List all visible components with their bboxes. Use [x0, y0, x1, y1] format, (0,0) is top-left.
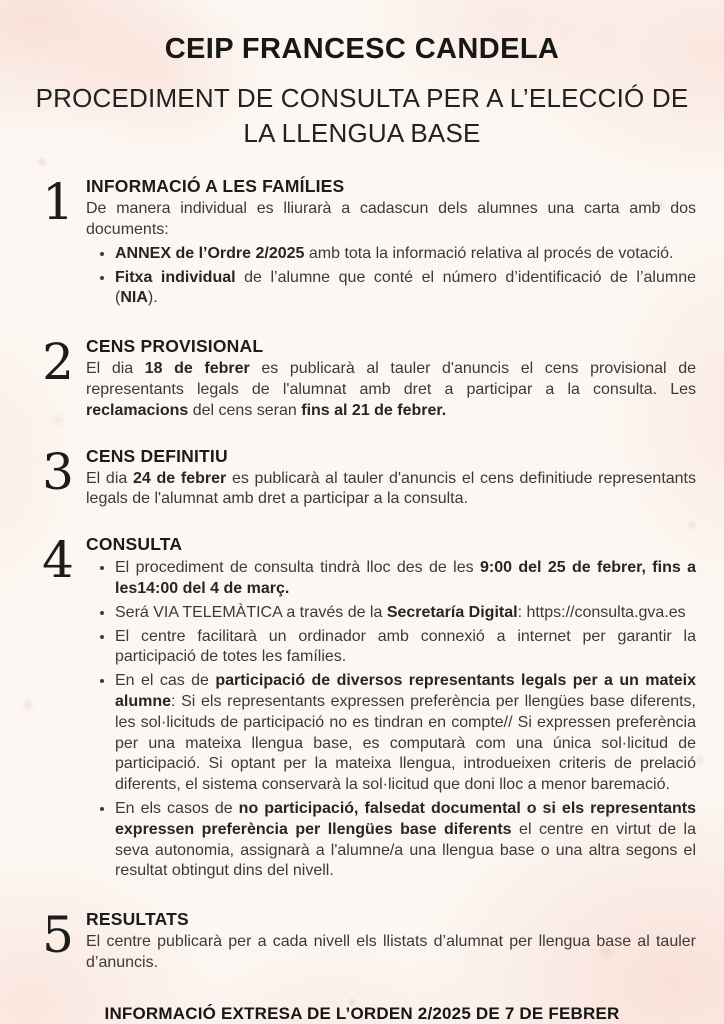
section-content — [86, 446, 696, 511]
section-informacio-families — [30, 173, 696, 312]
section-number: 5 — [42, 906, 74, 965]
page-title: CEIP FRANCESC CANDELA — [164, 33, 560, 65]
section-paragraph: El dia 24 de febrer es publicarà al tauler d'anuncis el cens definitiude representants legals de l'alumnat amb dret a participar a la consulta. — [86, 469, 697, 508]
bullet-item: • El procediment de consulta tindrà lloc des de les 9:00 del 25 de febrer, fins a les14:00 del 4 de març. — [115, 558, 696, 600]
section-number: 2 — [42, 333, 74, 392]
bullet-item: • En els casos de no participació, falsedat documental o si els representants expressen preferència per llengües base diferents el centre en virtut de la seva autonomia, assignarà a l'alumne/a una llengua base o una altra segons el resultat obtingut dins del nivell. — [115, 799, 696, 882]
bullet-list — [86, 244, 696, 309]
section-cens-definitiu — [30, 442, 697, 511]
bullet-item: • Fitxa individual de l’alumne que conté el número d’identificació de l’alumne (NIA). — [115, 268, 696, 310]
section-heading: CENS PROVISIONAL — [86, 336, 264, 357]
bullet-item: • En el cas de participació de diversos representants legals per a un mateix alumne: Si els representants expressen preferència per llengües base diferents, les sol·licituds de participació no es tindran en compte// Si expressen preferència per una mateixa llengua base, es computarà com una única sol·licitud de participació. Si optant per la mateixa llengua, introdueixen criteris de prelació diferents, el sistema conservarà la sol·licitud que doni lloc a menor baremació. — [115, 671, 696, 796]
section-heading: CENS DEFINITIU — [86, 445, 228, 466]
section-content — [86, 909, 696, 974]
bullet-item: • Será VIA TELEMÀTICA a través de la Secretaría Digital: https://consulta.gva.es — [115, 603, 696, 624]
footer-note: INFORMACIÓ EXTRESA DE L’ORDEN 2/2025 DE 7 DE FEBRER — [104, 1003, 620, 1023]
section-number: 3 — [42, 442, 74, 501]
section-content — [86, 176, 696, 312]
section-paragraph: De manera individual es lliurarà a cadascun dels alumnes una carta amb dos documents: — [86, 200, 696, 238]
sections-container — [30, 173, 697, 974]
section-heading: INFORMACIÓ A LES FAMÍLIES — [86, 176, 345, 197]
section-content — [86, 534, 696, 885]
section-paragraph: El centre publicarà per a cada nivell els llistats d’alumnat per llengua base al tauler d’anuncis. — [86, 933, 696, 971]
bullet-item: • ANNEX de l’Ordre 2/2025 amb tota la informació relativa al procés de votació. — [115, 244, 696, 265]
page-subtitle: PROCEDIMENT DE CONSULTA PER A L’ELECCIÓ DE LA LLENGUA BASE — [35, 83, 689, 149]
section-number: 1 — [42, 173, 74, 232]
section-heading: RESULTATS — [86, 909, 189, 930]
section-heading: CONSULTA — [86, 534, 183, 555]
section-resultats — [30, 906, 696, 974]
section-content — [86, 336, 696, 421]
bullet-list — [86, 558, 696, 882]
bullet-item: • El centre facilitarà un ordinador amb connexió a internet per garantir la participació de totes les famílies. — [115, 627, 696, 669]
section-number: 4 — [42, 531, 74, 590]
section-paragraph: El dia 18 de febrer es publicarà al tauler d'anuncis el cens provisional de representants legals de l'alumnat amb dret a participar a la consulta. Les reclamacions del cens seran fins al 21 de febrer. — [86, 360, 696, 419]
section-cens-provisional — [30, 333, 696, 421]
section-consulta — [30, 531, 697, 885]
